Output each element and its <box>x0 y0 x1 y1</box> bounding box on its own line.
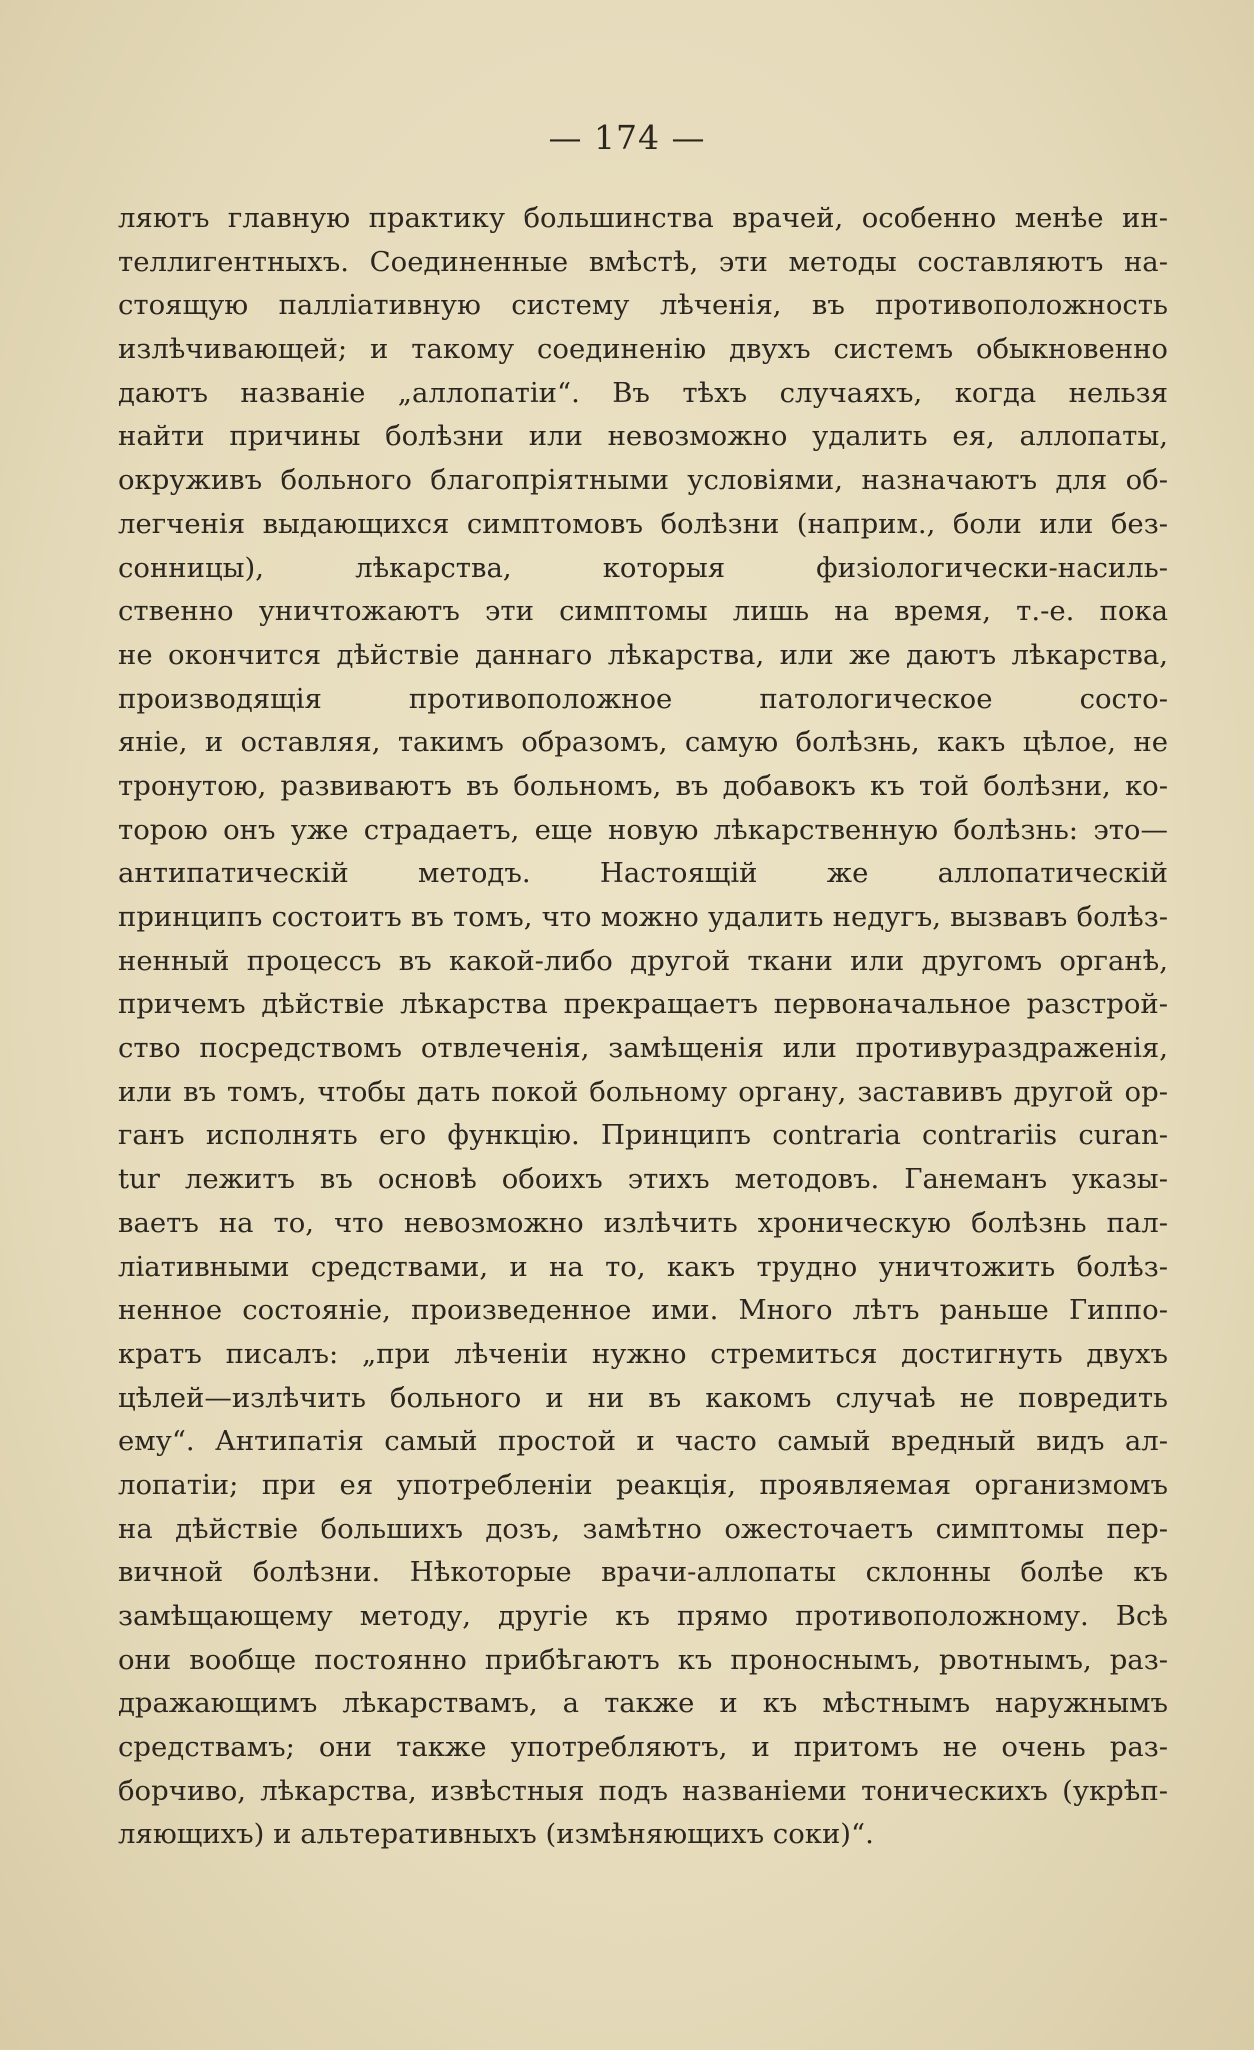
text-line: ляющихъ) и альтеративныхъ (измѣняющихъ соки)“. <box>118 1818 874 1851</box>
text-line: цѣлей—излѣчить больного и ни въ какомъ случаѣ не повредить <box>118 1381 1168 1414</box>
text-line: ственно уничтожаютъ эти симптомы лишь на время, т.-е. пока <box>118 595 1168 628</box>
text-line: борчиво, лѣкарства, извѣстныя подъ названіеми тоническихъ (укрѣп- <box>118 1774 1168 1807</box>
text-line: средствамъ; они также употребляютъ, и притомъ не очень раз- <box>118 1731 1168 1764</box>
body-text <box>118 197 1168 1857</box>
text-line: вичной болѣзни. Нѣкоторые врачи-аллопаты склонны болѣе къ <box>118 1556 1168 1589</box>
text-line: причемъ дѣйствіе лѣкарства прекращаетъ первоначальное разстрой- <box>118 988 1168 1021</box>
text-line: яніе, и оставляя, такимъ образомъ, самую болѣзнь, какъ цѣлое, не <box>118 726 1168 759</box>
text-line: ненный процессъ въ какой-либо другой ткани или другомъ органѣ, <box>118 944 1168 977</box>
text-line: дражающимъ лѣкарствамъ, а также и къ мѣстнымъ наружнымъ <box>118 1687 1168 1720</box>
text-line: кратъ писалъ: „при лѣченіи нужно стремиться достигнуть двухъ <box>118 1337 1168 1370</box>
text-line: сонницы), лѣкарства, которыя физіологически-насиль- <box>118 551 1168 584</box>
text-line: ему“. Антипатія самый простой и часто самый вредный видъ ал- <box>118 1425 1168 1458</box>
text-line: принципъ состоитъ въ томъ, что можно удалить недугъ, вызвавъ болѣз- <box>118 901 1168 933</box>
text-line: замѣщающему методу, другіе къ прямо противоположному. Всѣ <box>118 1600 1168 1632</box>
text-line: производящія противоположное патологическое состо- <box>118 682 1168 715</box>
text-line: тронутою, развиваютъ въ больномъ, въ добавокъ къ той болѣзни, ко- <box>118 769 1168 802</box>
text-line: легченія выдающихся симптомовъ болѣзни (наприм., боли или без- <box>118 507 1168 540</box>
page-number: — 174 — <box>548 118 706 157</box>
text-line: излѣчивающей; и такому соединенію двухъ системъ обыкновенно <box>118 333 1168 366</box>
text-line: или въ томъ, чтобы дать покой больному органу, заставивъ другой ор- <box>118 1075 1168 1108</box>
text-line: tur лежитъ въ основѣ обоихъ этихъ методовъ. Ганеманъ указы- <box>118 1163 1168 1196</box>
text-line: ганъ исполнять его функцію. Принципъ contraria contrariis curan- <box>118 1119 1168 1152</box>
text-line: торою онъ уже страдаетъ, еще новую лѣкарственную болѣзнь: это— <box>118 813 1168 846</box>
text-line: не окончится дѣйствіе даннаго лѣкарства, или же даютъ лѣкарства, <box>118 638 1168 671</box>
text-line: ненное состояніе, произведенное ими. Много лѣтъ раньше Гиппо- <box>118 1294 1168 1327</box>
text-line: теллигентныхъ. Соединенные вмѣстѣ, эти методы составляютъ на- <box>118 245 1168 278</box>
text-line: стоящую палліативную систему лѣченія, въ противоположность <box>118 289 1168 322</box>
text-line: ліативными средствами, и на то, какъ трудно уничтожить болѣз- <box>118 1250 1168 1283</box>
text-line: на дѣйствіе большихъ дозъ, замѣтно ожесточаетъ симптомы пер- <box>118 1512 1168 1545</box>
text-line: ваетъ на то, что невозможно излѣчить хроническую болѣзнь пал- <box>118 1206 1168 1239</box>
text-line: ляютъ главную практику большинства врачей, особенно менѣе ин- <box>118 202 1168 234</box>
text-line: окруживъ больного благопріятными условіями, назначаютъ для об- <box>118 464 1168 497</box>
text-line: антипатическій методъ. Настоящій же аллопатическій <box>118 857 1168 890</box>
text-line: лопатіи; при ея употребленіи реакція, проявляемая организмомъ <box>118 1468 1168 1501</box>
text-line: они вообще постоянно прибѣгаютъ къ проноснымъ, рвотнымъ, раз- <box>118 1643 1168 1676</box>
text-line: даютъ названіе „аллопатіи“. Въ тѣхъ случаяхъ, когда нельзя <box>118 376 1168 409</box>
text-line: ство посредствомъ отвлеченія, замѣщенія или противураздраженія, <box>118 1032 1168 1065</box>
text-line: найти причины болѣзни или невозможно удалить ея, аллопаты, <box>118 420 1168 453</box>
